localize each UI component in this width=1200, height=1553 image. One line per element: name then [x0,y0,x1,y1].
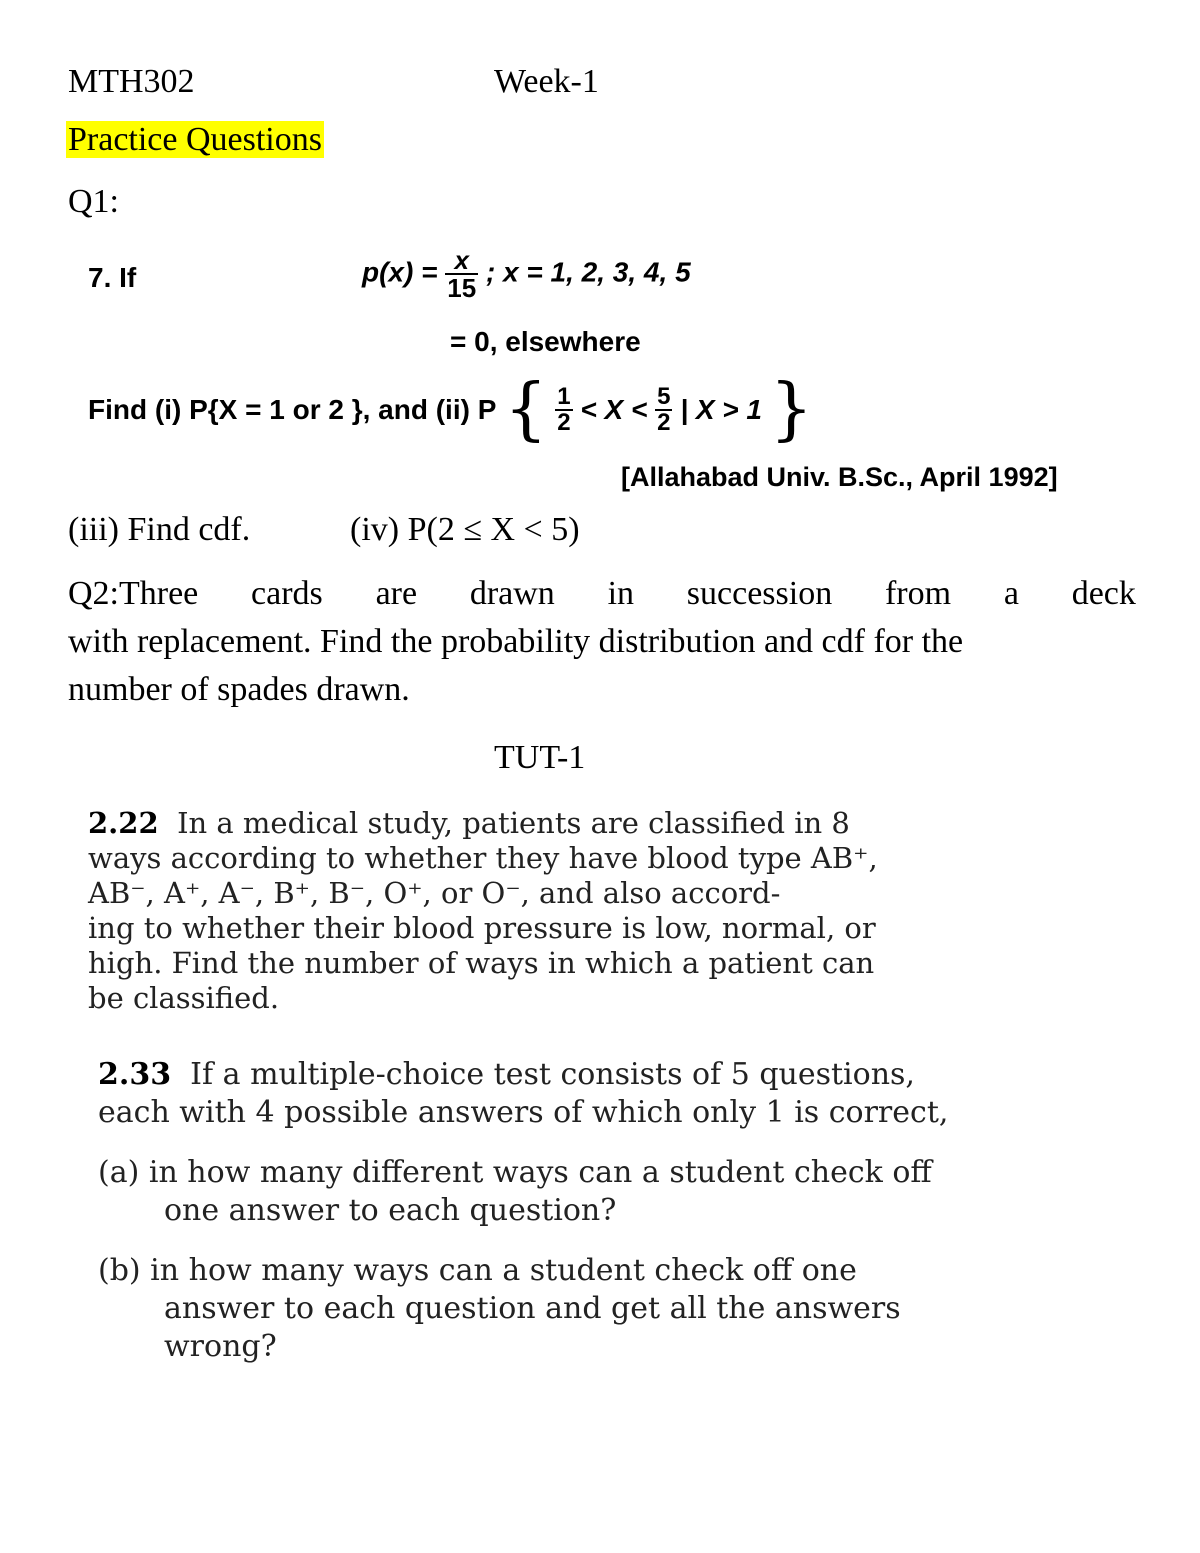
pmf-fraction [445,247,478,301]
q1-find-text: Find (i) P{X = 1 or 2 }, and (ii) P [88,394,497,425]
p233-line2: each with 4 possible answers of which only 1 is correct, [98,1095,949,1130]
p233-number: 2.33 [98,1057,172,1092]
five-denominator: 2 [657,409,671,436]
p233-a-line2: one answer to each question? [164,1193,617,1228]
p233-part-b [98,1252,901,1366]
pmf-denominator: 15 [447,273,477,303]
p233-part-a [98,1154,932,1230]
q2-word: Q2:Three [68,575,199,612]
q1-number [88,262,136,294]
pmf-definition [362,247,691,301]
pmf-lhs: p(x) = [362,256,438,288]
p233-a-text1: in how many different ways can a student check off [148,1155,932,1190]
p233-b-line3: wrong? [164,1329,277,1364]
q2-word: deck [1071,575,1136,612]
p222-line2: ways according to whether they have blood type AB⁺, [88,841,878,875]
left-brace: { [504,370,548,449]
q1-part4: (iv) P(2 ≤ X < 5) [350,511,580,548]
p222-line1 [88,806,878,841]
half-denominator: 2 [557,409,571,436]
condition: | X > 1 [680,394,763,425]
p222-line5: high. Find the number of ways in which a patient can [88,946,875,980]
q2-line2: with replacement. Find the probability distribution and cdf for the [68,623,964,660]
q1-part3: (iii) Find cdf. [68,511,251,548]
section-title-text: Practice Questions [68,121,322,158]
p233-b-text1: in how many ways can a student check off one [150,1253,857,1288]
p222-line3: AB⁻, A⁺, A⁻, B⁺, B⁻, O⁺, or O⁻, and also accord- [88,876,781,910]
pmf-elsewhere: = 0, elsewhere [450,326,641,357]
q2-word: from [884,575,952,612]
q1-num: 7. [88,262,112,293]
problem-2-22 [88,806,878,1016]
q1-if: If [119,262,137,293]
citation: [Allahabad Univ. B.Sc., April 1992] [621,462,1058,492]
p222-line4: ing to whether their blood pressure is low, normal, or [88,911,876,945]
q1-find [88,370,814,449]
q2-word: are [375,575,418,612]
q2-word: succession [686,575,833,612]
p233-line1 [98,1056,948,1094]
course-code: MTH302 [68,63,195,100]
q2-word: a [1003,575,1019,612]
week-label: Week-1 [494,63,599,100]
p233-a-label: (a) [98,1155,140,1190]
five-halves-fraction [655,385,672,435]
p222-line1-text: In a medical study, patients are classified in 8 [177,806,850,840]
q2-word: cards [251,575,323,612]
pmf-domain: ; x = 1, 2, 3, 4, 5 [485,256,691,288]
p222-line6: be classified. [88,981,280,1015]
p233-a-line1 [98,1154,932,1192]
pmf-numerator: x [445,247,478,275]
p233-b-line2: answer to each question and get all the answers [164,1291,901,1326]
section-title [66,120,324,161]
q2-line1 [68,574,1136,615]
q2-line3: number of spades drawn. [68,671,410,708]
inequality: < X < [580,394,648,425]
q2-word: in [607,575,635,612]
p233-b-label: (b) [98,1253,141,1288]
q1-label: Q1: [68,183,119,220]
five-numerator: 5 [657,383,671,410]
half-numerator: 1 [557,383,571,410]
right-brace: } [769,370,814,449]
q2-word: drawn [469,575,555,612]
p233-b-line1 [98,1252,901,1290]
p222-number: 2.22 [88,806,159,840]
p233-line1-text: If a multiple-choice test consists of 5 questions, [190,1057,915,1092]
half-fraction [555,385,572,435]
tut-title: TUT-1 [494,739,586,776]
problem-2-33 [98,1056,948,1132]
